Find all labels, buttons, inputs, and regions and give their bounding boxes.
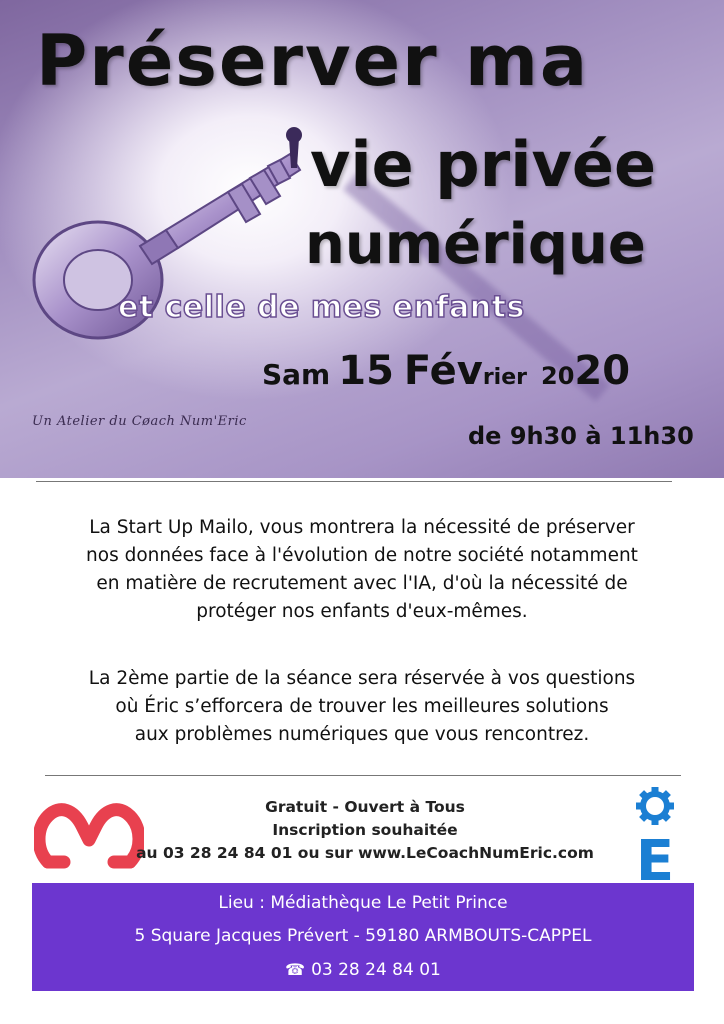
venue-band [32,883,694,991]
registration-info [130,796,600,865]
workshop-credit: Un Atelier du Cøach Num'Eric [32,414,247,429]
hero-banner [0,0,724,478]
description-paragraph-1 [20,514,704,626]
venue-phone-number: 03 28 24 84 01 [311,960,441,980]
title-line-3: numérique [305,212,646,277]
divider-bottom [45,775,681,776]
event-date [262,348,630,394]
coach-logo-letter: E [635,829,675,882]
paragraph-line: protéger nos enfants d'eux-mêmes. [196,601,528,622]
paragraph-line: en matière de recrutement avec l'IA, d'où la nécessité de [96,573,628,594]
paragraph-line: où Éric s’efforcera de trouver les meilleures solutions [115,696,609,717]
info-contact: au 03 28 24 84 01 ou sur www.LeCoachNumEric.com [136,844,594,862]
gear-icon [636,787,674,825]
date-month-small: rier [482,365,527,390]
title-line-1: Préserver ma [36,20,590,102]
keyhole-icon [284,126,304,170]
paragraph-line: nos données face à l'évolution de notre société notamment [86,545,638,566]
coach-numeric-logo [628,786,682,882]
date-day-name: Sam [262,358,331,391]
venue-name: Lieu : Médiathèque Le Petit Prince [218,893,508,913]
paragraph-line: La 2ème partie de la séance sera réservée à vos questions [88,668,636,689]
paragraph-line: aux problèmes numériques que vous rencontrez. [134,724,590,745]
phone-icon: ☎ [285,960,306,979]
date-month-big: Fév [403,348,483,394]
title-line-2: vie privée [310,128,657,201]
venue-phone [32,960,694,980]
date-day-number: 15 [338,348,394,394]
subtitle: et celle de mes enfants [118,290,525,325]
date-year-small: 20 [541,362,575,390]
info-registration: Inscription souhaitée [272,821,458,839]
event-hours: de 9h30 à 11h30 [468,422,694,450]
description-paragraph-2 [20,665,704,749]
mailo-logo [34,800,144,874]
divider-top [36,481,672,482]
venue-address: 5 Square Jacques Prévert - 59180 ARMBOUTS-CAPPEL [134,926,592,946]
date-year-big: 20 [574,348,631,394]
paragraph-line: La Start Up Mailo, vous montrera la nécessité de préserver [89,517,635,538]
info-free: Gratuit - Ouvert à Tous [265,798,465,816]
